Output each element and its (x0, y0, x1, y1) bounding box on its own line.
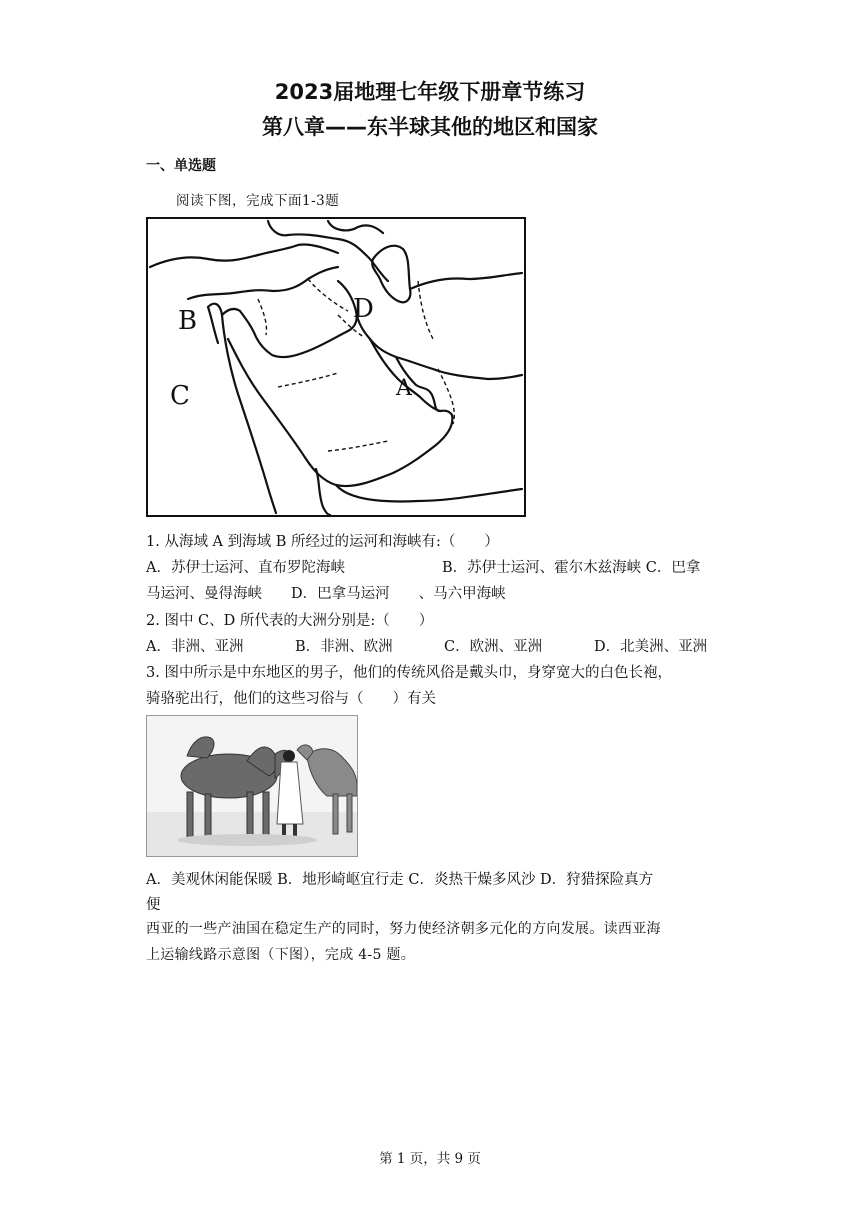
question-3-options-line2: 便 (146, 897, 161, 913)
question-1-option-b: B．苏伊士运河、霍尔木兹海峡 C．巴拿 (442, 560, 701, 576)
page-footer: 第 1 页，共 9 页 (379, 1151, 481, 1167)
question-2-option-d: D．北美洲、亚洲 (594, 639, 708, 655)
chapter-title: 第八章——东半球其他的地区和国家 (262, 115, 598, 139)
section-heading: 一、单选题 (146, 158, 216, 174)
question-1-option-a: A．苏伊士运河、直布罗陀海峡 (146, 560, 345, 576)
middle-east-map (146, 217, 526, 517)
passage-line1: 西亚的一些产油国在稳定生产的同时，努力使经济朝多元化的方向发展。读西亚海 (146, 921, 661, 937)
camel-man-photo (146, 715, 358, 857)
question-3-stem-line2: 骑骆驼出行，他们的这些习俗与（ ）有关 (146, 691, 436, 707)
question-1-stem: 1. 从海域 A 到海域 B 所经过的运河和海峡有:（ ） (146, 534, 499, 550)
passage-line2: 上运输线路示意图（下图），完成 4-5 题。 (146, 947, 416, 963)
document-title: 2023届地理七年级下册章节练习 (274, 80, 586, 104)
question-3-stem-line1: 3. 图中所示是中东地区的男子，他们的传统风俗是戴头巾，身穿宽大的白色长袍， (146, 665, 672, 681)
map-label-b: B (178, 306, 198, 336)
question-2-option-a: A．非洲、亚洲 (146, 639, 244, 655)
reading-instruction: 阅读下图，完成下面1-3题 (176, 193, 340, 209)
question-2-stem: 2. 图中 C、D 所代表的大洲分别是:（ ） (146, 613, 434, 629)
question-1-option-line2: 马运河、曼得海峡 D．巴拿马运河 、马六甲海峡 (146, 586, 506, 602)
map-label-d: D (353, 294, 374, 324)
map-label-c: C (170, 381, 190, 411)
question-2-option-c: C．欧洲、亚洲 (444, 639, 543, 655)
question-3-options-line1: A．美观休闲能保暖 B．地形崎岖宜行走 C．炎热干燥多风沙 D．狩猎探险真方 (146, 872, 654, 888)
question-2-option-b: B．非洲、欧洲 (295, 639, 393, 655)
map-label-a: A (396, 376, 412, 401)
